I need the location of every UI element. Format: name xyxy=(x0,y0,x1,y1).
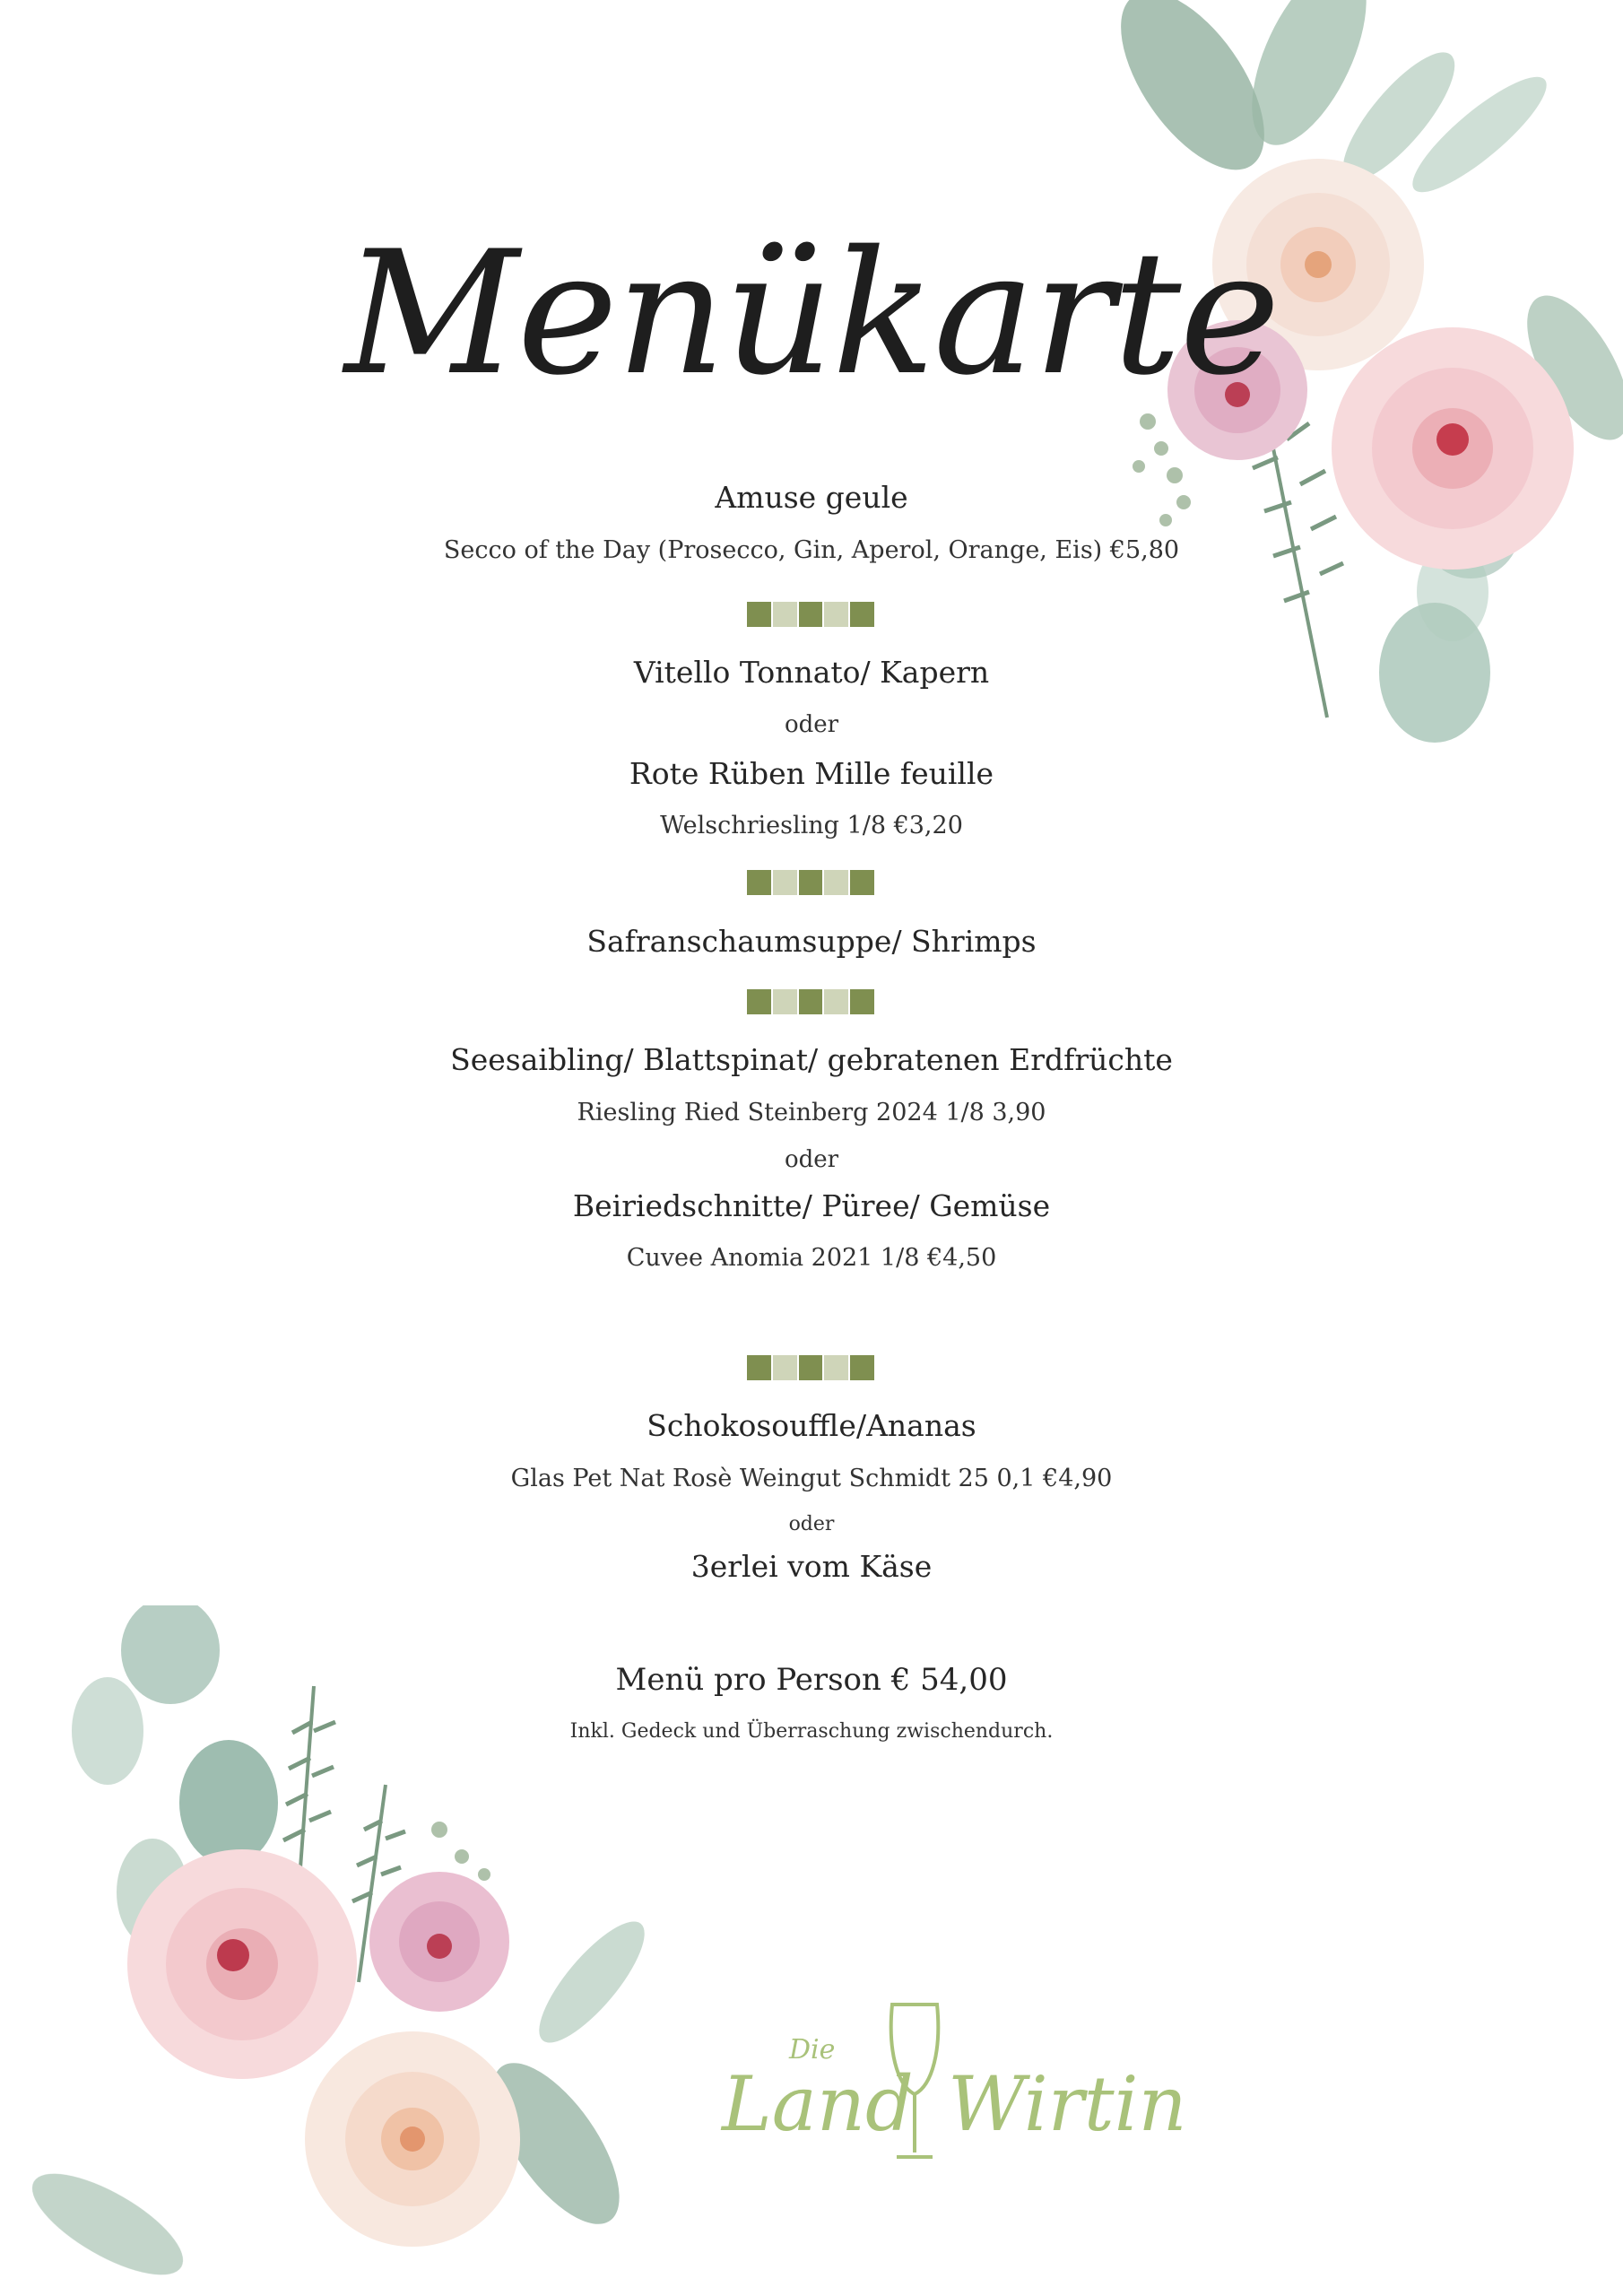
menu-title: Menükarte xyxy=(344,214,1279,413)
amuse-dish: Amuse geule xyxy=(715,480,908,515)
main-dish-2: Beiriedschnitte/ Püree/ Gemüse xyxy=(572,1188,1051,1223)
soup-dish: Safranschaumsuppe/ Shrimps xyxy=(586,924,1037,959)
divider xyxy=(747,870,874,895)
main-dish-1: Seesaibling/ Blattspinat/ gebratenen Erdfrüchte xyxy=(450,1042,1173,1077)
price-note: Inkl. Gedeck und Überraschung zwischendurch. xyxy=(569,1720,1054,1743)
main-or: oder xyxy=(784,1146,839,1173)
dessert-wine: Glas Pet Nat Rosè Weingut Schmidt 25 0,1 €4,90 xyxy=(510,1465,1113,1492)
starter-dish-1: Vitello Tonnato/ Kapern xyxy=(633,655,990,690)
starter-dish-2: Rote Rüben Mille feuille xyxy=(629,756,994,791)
menu-price: Menü pro Person € 54,00 xyxy=(615,1662,1008,1698)
amuse-drink: Secco of the Day (Prosecco, Gin, Aperol, Orange, Eis) €5,80 xyxy=(443,536,1180,564)
divider xyxy=(747,989,874,1014)
logo-text-die: Die xyxy=(789,2034,836,2066)
dessert-dish-1: Schokosouffle/Ananas xyxy=(647,1408,976,1443)
starter-wine: Welschriesling 1/8 €3,20 xyxy=(660,812,963,839)
landwirtin-logo xyxy=(713,1996,1197,2175)
floral-decoration-bottom xyxy=(0,1605,681,2296)
logo-text-land: Land xyxy=(722,2060,914,2148)
divider xyxy=(747,602,874,627)
main-wine-1: Riesling Ried Steinberg 2024 1/8 3,90 xyxy=(577,1099,1046,1126)
divider xyxy=(747,1355,874,1380)
starter-or: oder xyxy=(784,711,839,738)
logo-text-wirtin: Wirtin xyxy=(948,2060,1187,2148)
dessert-or: oder xyxy=(788,1513,835,1535)
dessert-dish-2: 3erlei vom Käse xyxy=(690,1549,933,1584)
main-wine-2: Cuvee Anomia 2021 1/8 €4,50 xyxy=(626,1244,997,1272)
